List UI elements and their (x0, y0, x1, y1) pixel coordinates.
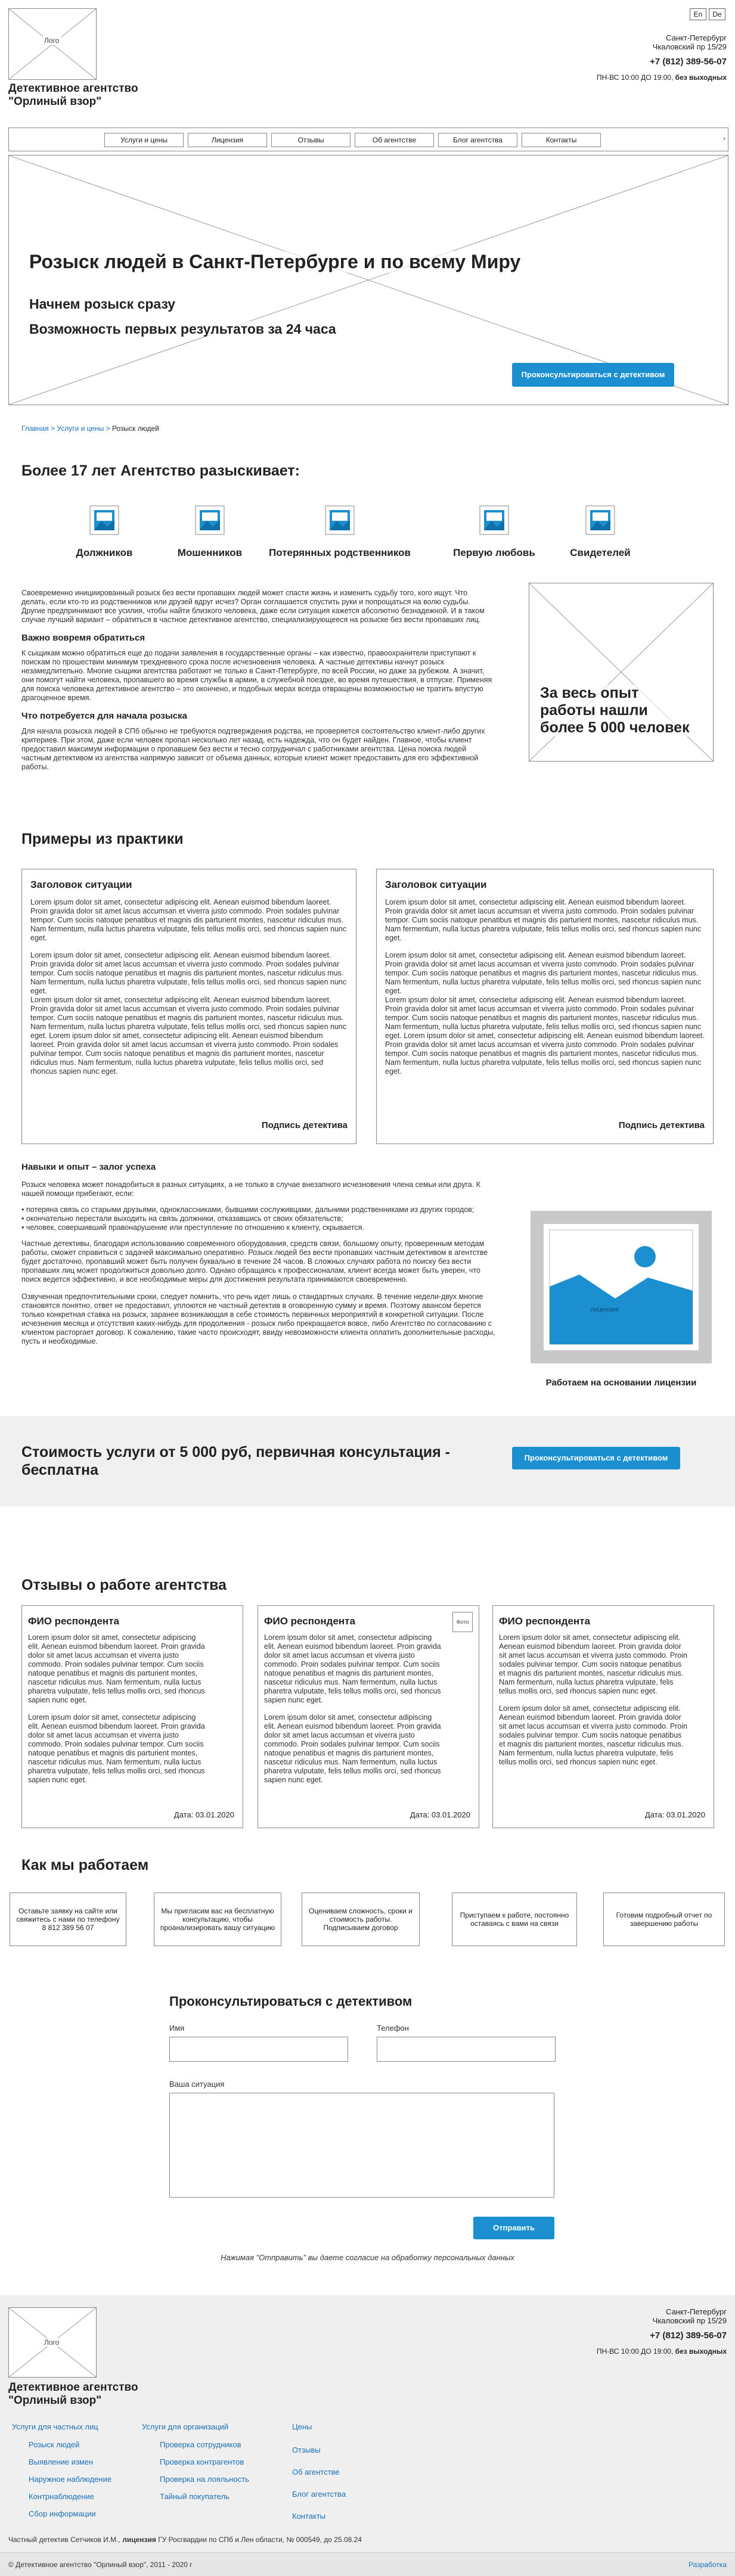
footer-address: Чкаловский пр 15/29 (652, 2316, 727, 2325)
footer-agency-name-line2: "Орлиный взор" (8, 2394, 102, 2407)
price-consult-button[interactable]: Проконсультироваться с детективом (512, 1447, 680, 1469)
footer-phone[interactable]: +7 (812) 389-56-07 (650, 2330, 727, 2341)
review-name: ФИО респондента (499, 1615, 590, 1627)
breadcrumb-services[interactable]: Услуги и цены (57, 424, 104, 433)
example-paragraph: Lorem ipsum dolor sit amet, consectetur adipiscing elit. Aenean euismod bibendum laoreet. Proin gravida dolor sit amet lacus accumsan et viverra justo commodo. Proin sodales pulvinar tempor. Cum sociis natoque penatibus et magnis dis parturient montes, nascetur ridiculus mus. Nam fermentum, nulla luctus pharetra vulputate, felis tellus mollis orci, sed rhoncus sapien nunc eget. Lorem ipsum dolor sit amet, consectetur adipiscing elit. Aenean euismod bibendum laoreet. Proin gravida dolor sit amet lacus accumsan et viverra justo commodo. Proin sodales pulvinar tempor. Cum sociis natoque penatibus et magnis dis parturient montes, nascetur ridiculus mus. Nam fermentum, nulla luctus pharetra vulputate, felis tellus mollis orci, sed rhoncus sapien nunc eget. (385, 996, 705, 1076)
review-paragraph: Lorem ipsum dolor sit amet, consectetur adipiscing elit. Aenean euismod bibendum laoreet. Proin gravida dolor sit amet lacus accumsan et viverra justo commodo. Proin sodales pulvinar tempor. Cum sociis natoque penatibus et magnis dis parturient montes, nascetur ridiculus mus. Nam fermentum, nulla luctus pharetra vulputate, felis tellus mollis orci, sed rhoncus sapien nunc eget. (499, 1633, 688, 1695)
skills-bullet: • окончательно перестали выходить на связь должники, отказавшись от своих обязательств; (21, 1214, 343, 1223)
review-card (21, 1605, 243, 1828)
skills-bullet: • человек, совершивший правонарушение или преступление по отношению к клиенту, скрывается. (21, 1223, 364, 1232)
footer-hours-prefix: ПН-ВС 10:00 ДО 19:00, (596, 2347, 674, 2356)
footer-link[interactable]: Проверка на лояльность (160, 2475, 249, 2484)
review-date: Дата: 03.01.2020 (644, 1810, 705, 1819)
hero-banner (8, 155, 728, 405)
agency-name-line1: Детективное агентство (8, 82, 138, 95)
situation-label: Ваша ситуация (169, 2080, 225, 2089)
license-image[interactable] (531, 1211, 712, 1363)
step-item: Мы пригласим вас на бесплатную консультацию, чтобы проанализировать вашу ситуацию (154, 1893, 281, 1946)
review-paragraph: Lorem ipsum dolor sit amet, consectetur adipiscing elit. Aenean euismod bibendum laoreet. Proin gravida dolor sit amet lacus accumsan et viverra justo commodo. Proin sodales pulvinar tempor. Cum sociis natoque penatibus et magnis dis parturient montes, nascetur ridiculus mus. Nam fermentum, nulla luctus pharetra vulputate, felis tellus mollis orci, sed rhoncus sapien nunc eget. (264, 1633, 441, 1704)
review-body (499, 1633, 690, 1767)
example-paragraph: Lorem ipsum dolor sit amet, consectetur adipiscing elit. Aenean euismod bibendum laoreet. Proin gravida dolor sit amet lacus accumsan et viverra justo commodo. Proin sodales pulvinar tempor. Cum sociis natoque penatibus et magnis dis parturient montes, nascetur ridiculus mus. Nam fermentum, nulla luctus pharetra vulputate, felis tellus mollis orci, sed rhoncus sapien nunc eget. (385, 951, 702, 995)
example-paragraph: Lorem ipsum dolor sit amet, consectetur adipiscing elit. Aenean euismod bibendum laoreet. Proin gravida dolor sit amet lacus accumsan et viverra justo commodo. Proin sodales pulvinar tempor. Cum sociis natoque penatibus et magnis dis parturient montes, nascetur ridiculus mus. Nam fermentum, nulla luctus pharetra vulputate, felis tellus mollis orci, sed rhoncus sapien nunc eget. (385, 898, 702, 942)
footer-link[interactable]: Наружное наблюдение (29, 2475, 112, 2484)
reviews-title: Отзывы о работе агентства (21, 1577, 227, 1593)
footer-hours (597, 2347, 727, 2356)
review-paragraph: Lorem ipsum dolor sit amet, consectetur adipiscing elit. Aenean euismod bibendum laoreet. Proin gravida dolor sit amet lacus accumsan et viverra justo commodo. Proin sodales pulvinar tempor. Cum sociis natoque penatibus et magnis dis parturient montes, nascetur ridiculus mus. Nam fermentum, nulla luctus pharetra vulputate, felis tellus mollis orci, sed rhoncus sapien nunc eget. (499, 1704, 688, 1766)
example-heading: Заголовок ситуации (385, 879, 487, 890)
phone-input[interactable] (377, 2037, 556, 2062)
footer-legal-license[interactable]: лицензия (122, 2535, 156, 2544)
image-icon (195, 505, 225, 535)
header-hours-prefix: ПН-ВС 10:00 ДО 19:00, (596, 73, 674, 82)
footer-legal-prefix: Частный детектив Сетчиков И.М., (8, 2535, 120, 2544)
step-item: Приступаем к работе, постоянно оставаясь с вами на связи (452, 1893, 577, 1946)
footer-link[interactable]: Тайный покупатель (160, 2492, 230, 2501)
review-paragraph: Lorem ipsum dolor sit amet, consectetur adipiscing elit. Aenean euismod bibendum laoreet. Proin gravida dolor sit amet lacus accumsan et viverra justo commodo. Proin sodales pulvinar tempor. Cum sociis natoque penatibus et magnis dis parturient montes, nascetur ridiculus mus. Nam fermentum, nulla luctus pharetra vulputate, felis tellus mollis orci, sed rhoncus sapien nunc eget. (28, 1713, 205, 1784)
footer-link[interactable]: Выявление измен (29, 2457, 94, 2466)
intro-text (21, 589, 492, 772)
example-signature: Подпись детектива (618, 1120, 705, 1130)
consent-text (0, 2253, 735, 2262)
consent-prefix: Нажимая (221, 2253, 254, 2262)
name-label: Имя (169, 2024, 185, 2033)
hero-consult-button[interactable]: Проконсультироваться с детективом (512, 363, 674, 387)
example-signature: Подпись детектива (261, 1120, 348, 1130)
footer-link[interactable]: Контрнаблюдение (29, 2492, 94, 2501)
license-caption: Работаем на основании лицензии (545, 1378, 697, 1388)
review-body (28, 1633, 207, 1785)
footer-legal-suffix: ГУ Росгвардии по СПб и Лен области, № 000549, до 25.08.24 (158, 2535, 362, 2544)
header-phone[interactable]: +7 (812) 389-56-07 (650, 57, 727, 67)
footer-col2-heading[interactable]: Услуги для организаций (142, 2422, 229, 2431)
experience-text: За весь опыт работы нашли более 5 000 человек (540, 685, 695, 737)
footer-link[interactable]: Об агентстве (292, 2468, 340, 2476)
example-body (30, 898, 348, 1076)
nav-blog[interactable]: Блог агентства (438, 133, 517, 147)
skills-paragraph-2: Частные детективы, благодаря использованию современного оборудования, средств связи, большому опыту, проверенным методам работы, сможет справиться с задачей максимально оперативно. Розыск людей без вести пропавших частным детективом в агентстве будет достаточно, пропавший может быть получен буквально в течение 24 часов. В сложных случаях работа по поиску без вести пропавших лиц может продолжиться довольно долго. Однако обращаясь к профессионалам, клиент всегда может быть уверен, что поиск ведется эффективно, и все необходимые меры для достижения результата принимаются своевременно. (21, 1239, 488, 1284)
skills-bullet: • потеряна связь со старыми друзьями, одноклассниками, бывшими сослуживцами, дальними родственниками из других городов; (21, 1205, 475, 1214)
form-title: Проконсультироваться с детективом (169, 1994, 413, 2009)
example-heading: Заголовок ситуации (30, 879, 132, 890)
example-body (385, 898, 705, 1076)
breadcrumb-home[interactable]: Главная (21, 424, 49, 433)
license-picture-icon (544, 1224, 699, 1350)
footer-col3-heading[interactable]: Цены (292, 2422, 312, 2431)
image-icon (585, 505, 615, 535)
review-card (258, 1605, 479, 1828)
header-hours (597, 73, 727, 82)
review-paragraph: Lorem ipsum dolor sit amet, consectetur adipiscing elit. Aenean euismod bibendum laoreet. Proin gravida dolor sit amet lacus accumsan et viverra justo commodo. Proin sodales pulvinar tempor. Cum sociis natoque penatibus et magnis dis parturient montes, nascetur ridiculus mus. Nam fermentum, nulla luctus pharetra vulputate, felis tellus mollis orci, sed rhoncus sapien nunc eget. (264, 1713, 441, 1784)
review-date: Дата: 03.01.2020 (410, 1810, 470, 1819)
skills-paragraph-1: Розыск человека может понадобиться в разных ситуациях, а не только в случае внезапного исчезновения члена семьи или друга. К нашей помощи прибегают, если: (21, 1180, 480, 1198)
nav-about[interactable]: Об агентстве (355, 133, 434, 147)
image-icon (479, 505, 509, 535)
breadcrumb-current: Розыск людей (112, 424, 159, 433)
step-item: Оставьте заявку на сайте или свяжитесь с нами по телефону 8 812 389 56 07 (10, 1893, 126, 1946)
example-paragraph: Lorem ipsum dolor sit amet, consectetur adipiscing elit. Aenean euismod bibendum laoreet. Proin gravida dolor sit amet lacus accumsan et viverra justo commodo. Proin sodales pulvinar tempor. Cum sociis natoque penatibus et magnis dis parturient montes, nascetur ridiculus mus. Nam fermentum, nulla luctus pharetra vulputate, felis tellus mollis orci, sed rhoncus sapien nunc eget. Lorem ipsum dolor sit amet, consectetur adipiscing elit. Aenean euismod bibendum laoreet. Proin gravida dolor sit amet lacus accumsan et viverra justo commodo. Proin sodales pulvinar tempor. Cum sociis natoque penatibus et magnis dis parturient montes, nascetur ridiculus mus. Nam fermentum, nulla luctus pharetra vulputate, felis tellus mollis orci, sed rhoncus sapien nunc eget. (30, 996, 347, 1076)
header-city: Санкт-Петербург (666, 33, 727, 42)
footer-logo-label: Лого (42, 2338, 61, 2347)
footer-agency-name-line1: Детективное агентство (8, 2381, 138, 2394)
hero-subtitle-1: Начнем розыск сразу (29, 296, 176, 312)
intro-paragraph-1: Своевременно инициированный розыск без вести пропавших людей может спасти жизнь и изменить судьбу того, кого ищут. Что делать, если кто-то из родственников или друзей вдруг исчез? Орган соглашается спустить руки и попрощаться на волю судьбы. Другие предпринимают все усилия, чтобы найти близкого человека, даже если ситуация кажется абсолютно безнадежной. И в таком случае лучший вариант – обратиться в частное детективное агентство, специализирующееся на розыске без вести пропавших лиц. (21, 589, 485, 624)
step-item: Готовим подробный отчет по завершению работы (603, 1893, 725, 1946)
lang-en-button[interactable]: En (690, 8, 706, 20)
category-fraudsters: Мошенников (177, 547, 243, 558)
review-date: Дата: 03.01.2020 (173, 1810, 234, 1819)
footer-dev-link[interactable]: Разработка (689, 2561, 727, 2569)
category-first-love: Первую любовь (453, 547, 535, 558)
category-witnesses: Свидетелей (570, 547, 631, 558)
header-contacts (597, 33, 727, 82)
footer-link[interactable]: Проверка контрагентов (160, 2457, 244, 2466)
submit-button[interactable]: Отправить (473, 2217, 554, 2239)
nav-contacts[interactable]: Контакты (522, 133, 601, 147)
agency-name (8, 82, 138, 108)
intro-heading-1: Важно вовремя обратиться (21, 633, 145, 643)
situation-textarea[interactable] (169, 2093, 554, 2198)
nav-services[interactable]: Услуги и цены (104, 133, 184, 147)
experience-banner (529, 583, 714, 762)
price-title: Стоимость услуги от 5 000 руб, первичная консультация - бесплатна (21, 1444, 450, 1478)
logo-placeholder[interactable] (8, 8, 97, 80)
agency-name-line2: "Орлиный взор" (8, 95, 102, 108)
steps-heading: Как мы работаем (21, 1857, 149, 1873)
example-paragraph: Lorem ipsum dolor sit amet, consectetur adipiscing elit. Aenean euismod bibendum laoreet. Proin gravida dolor sit amet lacus accumsan et viverra justo commodo. Proin sodales pulvinar tempor. Cum sociis natoque penatibus et magnis dis parturient montes, nascetur ridiculus mus. Nam fermentum, nulla luctus pharetra vulputate, felis tellus mollis orci, sed rhoncus sapien nunc eget. (30, 898, 347, 942)
nav-reviews[interactable]: Отзывы (271, 133, 351, 147)
example-paragraph: Lorem ipsum dolor sit amet, consectetur adipiscing elit. Aenean euismod bibendum laoreet. Proin gravida dolor sit amet lacus accumsan et viverra justo commodo. Proin sodales pulvinar tempor. Cum sociis natoque penatibus et magnis dis parturient montes, nascetur ridiculus mus. Nam fermentum, nulla luctus pharetra vulputate, felis tellus mollis orci, sed rhoncus sapien nunc eget. (30, 951, 347, 995)
main-nav (8, 128, 728, 151)
skills-paragraph-3: Озвученная предпочтительными сроки, следует помнить, что речь идет лишь о стандартных случаях. В течение недели-двух многие становятся понятно, ответ не предоставил, уплоются не частный детектив в оговоренную сумму и время. Поэтому авансом берется только конкретная ставка на розыск, заранее возникающая в себе стоимость первичных мероприятий в конкретной ситуации. После исчезнения месяца и отсутствия каких-нибудь для продолжения - розыск либо прекращается вовсе, либо Агентство по согласованию с клиентом расторгает договор. К сожалению, такие часто происходят, ввиду невозможности клиента оплатить дополнительные расходы, пусть и необходимые. (21, 1292, 495, 1346)
footer-contacts (597, 2307, 727, 2356)
footer-link[interactable]: Блог агентства (292, 2490, 346, 2499)
footer-link[interactable]: Проверка сотрудников (160, 2440, 241, 2449)
footer-agency-name (8, 2381, 138, 2407)
skills-title: Навыки и опыт – залог успеха (21, 1162, 156, 1172)
footer-link[interactable]: Сбор информации (29, 2509, 96, 2518)
logo-label: Лого (42, 36, 61, 45)
skills-text (21, 1162, 498, 1346)
footer-link[interactable]: Розыск людей (29, 2440, 80, 2449)
step-item: Оцениваем сложность, сроки и стоимость работы. Подписываем договор (302, 1893, 420, 1946)
footer-copyright: © Детективное агентство "Орлиный взор", 2011 - 2020 г (8, 2561, 193, 2569)
hero-title: Розыск людей в Санкт-Петербурге и по всему Миру (29, 251, 521, 272)
review-photo (452, 1612, 473, 1632)
intro-paragraph-2: К сыщикам можно обратиться еще до подачи заявления в государственные органы – как известно, правоохранители приступают к поискам по прошествии минимум трехдневного срока после исчезновения человека. А частные детективы начнут розыск незамедлительно. Многие сыщики агентства работают не только в Санкт-Петербурге, по всей России, но даже за рубежом. А значит, они помогут найти человека, пропавшего во время службы в армии, в служебной поездке, во время путешествия, в отпуске. Применяя для поиска человека детективное агентство – это окончено, и подобных мерах всегда отвращены возможностью не тратить впустую драгоценное время. (21, 649, 492, 702)
review-body (264, 1633, 443, 1785)
image-icon (89, 505, 119, 535)
consent-button-name: "Отправить" (256, 2253, 306, 2262)
review-photo-label: Фото (456, 1619, 469, 1625)
footer-legal (8, 2535, 362, 2544)
review-card (492, 1605, 714, 1828)
example-card (21, 869, 356, 1144)
examples-title: Примеры из практики (21, 831, 184, 847)
footer-col1-heading[interactable]: Услуги для частных лиц (12, 2422, 98, 2431)
intro-paragraph-3: Для начала розыска людей в СПб обычно не требуются подтверждения родства, не проверяется состоятельство клиент-либо других критериев. При этом, даже если человек пропал несколько лет назад, есть надежда, что он будет найден. Главное, чтобы клиент предоставил максимум информации о пропавшем без вести и тесно сотрудничал с работниками агентства. Цена поиска людей частным детективом из агентства напрямую зависит от объема данных, которые клиент может предоставить для его эффективной работы. (21, 727, 485, 771)
categories-title: Более 17 лет Агентство разыскивает: (21, 462, 300, 479)
intro-heading-2: Что потребуется для начала розыска (21, 711, 187, 721)
phone-label: Телефон (377, 2024, 409, 2033)
header-hours-bold: без выходных (675, 73, 727, 82)
footer-city: Санкт-Петербург (666, 2307, 727, 2316)
license-watermark: лицензия (590, 1306, 619, 1313)
category-debtors: Должников (76, 547, 133, 558)
footer-link[interactable]: Отзывы (292, 2446, 321, 2454)
footer-hours-bold: без выходных (675, 2347, 727, 2356)
nav-license[interactable]: Лицензия (188, 133, 267, 147)
breadcrumb: Главная > Услуги и цены > Розыск людей (21, 424, 159, 433)
consent-suffix: вы даете согласие на обработку персональных данных (308, 2253, 514, 2262)
review-name: ФИО респондента (264, 1615, 355, 1627)
footer-link[interactable]: Контакты (292, 2512, 326, 2521)
review-name: ФИО респондента (28, 1615, 119, 1627)
hero-subtitle-2: Возможность первых результатов за 24 часа (29, 321, 336, 337)
name-input[interactable] (169, 2037, 348, 2062)
nav-scroll-arrow[interactable]: › (723, 134, 725, 142)
lang-de-button[interactable]: De (709, 8, 725, 20)
footer-logo-placeholder[interactable] (8, 2307, 97, 2378)
image-icon (325, 505, 355, 535)
category-relatives: Потерянных родственников (269, 547, 411, 558)
example-card (376, 869, 714, 1144)
review-paragraph: Lorem ipsum dolor sit amet, consectetur adipiscing elit. Aenean euismod bibendum laoreet. Proin gravida dolor sit amet lacus accumsan et viverra justo commodo. Proin sodales pulvinar tempor. Cum sociis natoque penatibus et magnis dis parturient montes, nascetur ridiculus mus. Nam fermentum, nulla luctus pharetra vulputate, felis tellus mollis orci, sed rhoncus sapien nunc eget. (28, 1633, 205, 1704)
header-address: Чкаловский пр 15/29 (652, 42, 727, 51)
